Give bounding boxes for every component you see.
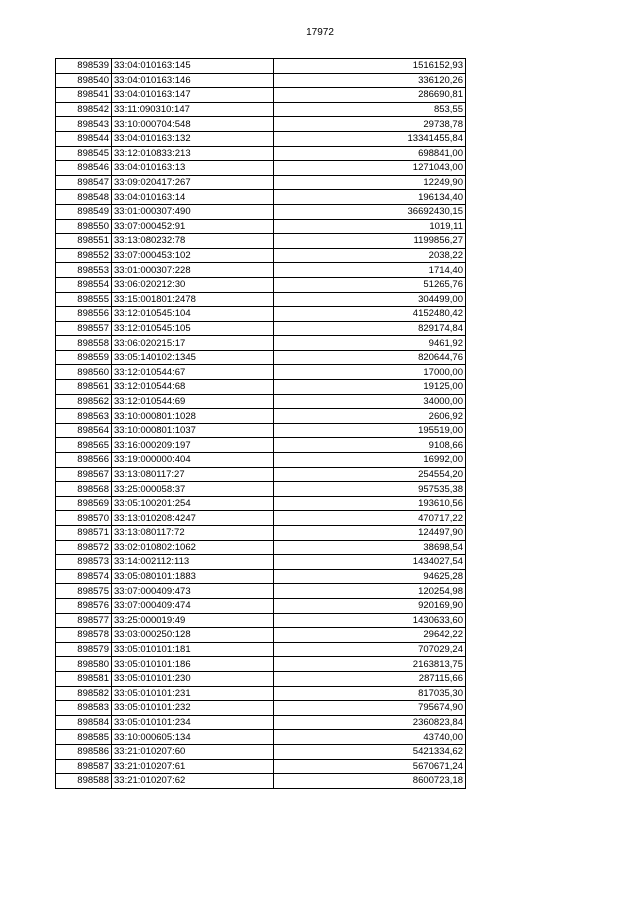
table-row <box>56 321 466 336</box>
record-number-cell: 898573 <box>56 555 112 570</box>
cadastral-value-cell: 957535,38 <box>274 482 466 497</box>
cadastral-value-cell: 5670671,24 <box>274 759 466 774</box>
table-row <box>56 350 466 365</box>
cadastral-number-cell: 33:12:010545:105 <box>112 321 274 336</box>
table-row <box>56 453 466 468</box>
cadastral-value-cell: 1430633,60 <box>274 613 466 628</box>
table-row <box>56 774 466 789</box>
record-number-cell: 898559 <box>56 350 112 365</box>
table-body <box>56 59 466 789</box>
table-row <box>56 467 466 482</box>
cadastral-value-cell: 304499,00 <box>274 292 466 307</box>
cadastral-number-cell: 33:05:140102:1345 <box>112 350 274 365</box>
cadastral-value-cell: 2163813,75 <box>274 657 466 672</box>
record-number-cell: 898550 <box>56 219 112 234</box>
record-number-cell: 898556 <box>56 307 112 322</box>
table-row <box>56 59 466 74</box>
cadastral-number-cell: 33:25:000019:49 <box>112 613 274 628</box>
record-number-cell: 898577 <box>56 613 112 628</box>
cadastral-number-cell: 33:21:010207:60 <box>112 744 274 759</box>
table-row <box>56 73 466 88</box>
record-number-cell: 898587 <box>56 759 112 774</box>
table-row <box>56 613 466 628</box>
table-row <box>56 744 466 759</box>
cadastral-number-cell: 33:10:000801:1028 <box>112 409 274 424</box>
cadastral-number-cell: 33:13:010208:4247 <box>112 511 274 526</box>
table-row <box>56 102 466 117</box>
cadastral-value-cell: 9108,66 <box>274 438 466 453</box>
cadastral-value-cell: 1516152,93 <box>274 59 466 74</box>
cadastral-number-cell: 33:25:000058:37 <box>112 482 274 497</box>
cadastral-value-cell: 2360823,84 <box>274 715 466 730</box>
cadastral-number-cell: 33:14:002112:113 <box>112 555 274 570</box>
table-row <box>56 482 466 497</box>
cadastral-number-cell: 33:16:000209:197 <box>112 438 274 453</box>
cadastral-value-table <box>55 58 466 789</box>
cadastral-value-cell: 19125,00 <box>274 380 466 395</box>
cadastral-number-cell: 33:13:080232:78 <box>112 234 274 249</box>
cadastral-number-cell: 33:05:010101:232 <box>112 701 274 716</box>
cadastral-value-cell: 287115,66 <box>274 671 466 686</box>
cadastral-number-cell: 33:10:000801:1037 <box>112 423 274 438</box>
table-row <box>56 175 466 190</box>
table-row <box>56 438 466 453</box>
cadastral-number-cell: 33:21:010207:61 <box>112 759 274 774</box>
record-number-cell: 898575 <box>56 584 112 599</box>
record-number-cell: 898546 <box>56 161 112 176</box>
cadastral-number-cell: 33:05:100201:254 <box>112 496 274 511</box>
cadastral-number-cell: 33:04:010163:145 <box>112 59 274 74</box>
record-number-cell: 898580 <box>56 657 112 672</box>
record-number-cell: 898585 <box>56 730 112 745</box>
cadastral-number-cell: 33:06:020215:17 <box>112 336 274 351</box>
record-number-cell: 898564 <box>56 423 112 438</box>
cadastral-value-cell: 36692430,15 <box>274 204 466 219</box>
record-number-cell: 898548 <box>56 190 112 205</box>
record-number-cell: 898541 <box>56 88 112 103</box>
table-row <box>56 117 466 132</box>
cadastral-number-cell: 33:12:010545:104 <box>112 307 274 322</box>
page-number: 17972 <box>306 27 334 38</box>
cadastral-number-cell: 33:07:000409:473 <box>112 584 274 599</box>
cadastral-value-cell: 120254,98 <box>274 584 466 599</box>
record-number-cell: 898588 <box>56 774 112 789</box>
table-row <box>56 715 466 730</box>
cadastral-number-cell: 33:06:020212:30 <box>112 277 274 292</box>
cadastral-number-cell: 33:01:000307:490 <box>112 204 274 219</box>
cadastral-number-cell: 33:13:080117:72 <box>112 526 274 541</box>
record-number-cell: 898558 <box>56 336 112 351</box>
cadastral-number-cell: 33:04:010163:13 <box>112 161 274 176</box>
cadastral-value-cell: 698841,00 <box>274 146 466 161</box>
record-number-cell: 898561 <box>56 380 112 395</box>
table-row <box>56 598 466 613</box>
table-row <box>56 380 466 395</box>
table-row <box>56 686 466 701</box>
record-number-cell: 898567 <box>56 467 112 482</box>
cadastral-number-cell: 33:05:010101:231 <box>112 686 274 701</box>
record-number-cell: 898543 <box>56 117 112 132</box>
record-number-cell: 898563 <box>56 409 112 424</box>
cadastral-value-cell: 795674,90 <box>274 701 466 716</box>
cadastral-number-cell: 33:10:000605:134 <box>112 730 274 745</box>
cadastral-number-cell: 33:07:000452:91 <box>112 219 274 234</box>
cadastral-value-cell: 336120,26 <box>274 73 466 88</box>
table-row <box>56 234 466 249</box>
cadastral-number-cell: 33:04:010163:147 <box>112 88 274 103</box>
table-row <box>56 671 466 686</box>
cadastral-value-cell: 286690,81 <box>274 88 466 103</box>
record-number-cell: 898566 <box>56 453 112 468</box>
cadastral-number-cell: 33:07:000409:474 <box>112 598 274 613</box>
table-row <box>56 730 466 745</box>
cadastral-value-cell: 8600723,18 <box>274 774 466 789</box>
record-number-cell: 898574 <box>56 569 112 584</box>
cadastral-number-cell: 33:09:020417:267 <box>112 175 274 190</box>
record-number-cell: 898568 <box>56 482 112 497</box>
record-number-cell: 898579 <box>56 642 112 657</box>
record-number-cell: 898586 <box>56 744 112 759</box>
record-number-cell: 898552 <box>56 248 112 263</box>
cadastral-value-cell: 124497,90 <box>274 526 466 541</box>
cadastral-value-cell: 17000,00 <box>274 365 466 380</box>
cadastral-number-cell: 33:07:000453:102 <box>112 248 274 263</box>
cadastral-value-cell: 2606,92 <box>274 409 466 424</box>
table-row <box>56 657 466 672</box>
table-row <box>56 292 466 307</box>
table-row <box>56 263 466 278</box>
table-row <box>56 248 466 263</box>
cadastral-value-cell: 34000,00 <box>274 394 466 409</box>
cadastral-value-cell: 196134,40 <box>274 190 466 205</box>
cadastral-number-cell: 33:21:010207:62 <box>112 774 274 789</box>
table-row <box>56 131 466 146</box>
cadastral-number-cell: 33:10:000704:548 <box>112 117 274 132</box>
table-row <box>56 540 466 555</box>
table-row <box>56 628 466 643</box>
record-number-cell: 898549 <box>56 204 112 219</box>
table-row <box>56 336 466 351</box>
table-row <box>56 496 466 511</box>
cadastral-number-cell: 33:04:010163:146 <box>112 73 274 88</box>
cadastral-value-cell: 1019,11 <box>274 219 466 234</box>
cadastral-value-cell: 4152480,42 <box>274 307 466 322</box>
cadastral-value-cell: 94625,28 <box>274 569 466 584</box>
cadastral-value-cell: 9461,92 <box>274 336 466 351</box>
cadastral-value-cell: 707029,24 <box>274 642 466 657</box>
table-row <box>56 190 466 205</box>
record-number-cell: 898539 <box>56 59 112 74</box>
record-number-cell: 898557 <box>56 321 112 336</box>
record-number-cell: 898584 <box>56 715 112 730</box>
table-row <box>56 423 466 438</box>
table-row <box>56 642 466 657</box>
cadastral-number-cell: 33:12:010544:68 <box>112 380 274 395</box>
cadastral-value-cell: 5421334,62 <box>274 744 466 759</box>
table-row <box>56 759 466 774</box>
cadastral-number-cell: 33:04:010163:14 <box>112 190 274 205</box>
cadastral-value-cell: 51265,76 <box>274 277 466 292</box>
cadastral-value-cell: 29642,22 <box>274 628 466 643</box>
table-row <box>56 307 466 322</box>
cadastral-value-cell: 470717,22 <box>274 511 466 526</box>
cadastral-value-cell: 1199856,27 <box>274 234 466 249</box>
record-number-cell: 898553 <box>56 263 112 278</box>
record-number-cell: 898545 <box>56 146 112 161</box>
record-number-cell: 898554 <box>56 277 112 292</box>
record-number-cell: 898569 <box>56 496 112 511</box>
cadastral-value-cell: 13341455,84 <box>274 131 466 146</box>
table-row <box>56 511 466 526</box>
table-row <box>56 555 466 570</box>
cadastral-number-cell: 33:05:010101:186 <box>112 657 274 672</box>
record-number-cell: 898562 <box>56 394 112 409</box>
cadastral-value-cell: 193610,56 <box>274 496 466 511</box>
record-number-cell: 898560 <box>56 365 112 380</box>
table-row <box>56 526 466 541</box>
cadastral-number-cell: 33:19:000000:404 <box>112 453 274 468</box>
cadastral-number-cell: 33:11:090310:147 <box>112 102 274 117</box>
table-row <box>56 204 466 219</box>
record-number-cell: 898581 <box>56 671 112 686</box>
record-number-cell: 898551 <box>56 234 112 249</box>
cadastral-number-cell: 33:02:010802:1062 <box>112 540 274 555</box>
record-number-cell: 898547 <box>56 175 112 190</box>
cadastral-value-cell: 817035,30 <box>274 686 466 701</box>
record-number-cell: 898542 <box>56 102 112 117</box>
cadastral-value-cell: 254554,20 <box>274 467 466 482</box>
table-row <box>56 277 466 292</box>
table-row <box>56 88 466 103</box>
record-number-cell: 898540 <box>56 73 112 88</box>
record-number-cell: 898582 <box>56 686 112 701</box>
table-row <box>56 365 466 380</box>
cadastral-value-cell: 38698,54 <box>274 540 466 555</box>
record-number-cell: 898571 <box>56 526 112 541</box>
table-row <box>56 146 466 161</box>
cadastral-number-cell: 33:12:010833:213 <box>112 146 274 161</box>
table-row <box>56 409 466 424</box>
record-number-cell: 898544 <box>56 131 112 146</box>
record-number-cell: 898555 <box>56 292 112 307</box>
cadastral-value-cell: 195519,00 <box>274 423 466 438</box>
record-number-cell: 898583 <box>56 701 112 716</box>
record-number-cell: 898570 <box>56 511 112 526</box>
record-number-cell: 898572 <box>56 540 112 555</box>
table-row <box>56 584 466 599</box>
cadastral-number-cell: 33:15:001801:2478 <box>112 292 274 307</box>
table-row <box>56 219 466 234</box>
cadastral-value-cell: 43740,00 <box>274 730 466 745</box>
cadastral-value-cell: 820644,76 <box>274 350 466 365</box>
cadastral-number-cell: 33:04:010163:132 <box>112 131 274 146</box>
cadastral-value-cell: 829174,84 <box>274 321 466 336</box>
cadastral-value-cell: 1434027,54 <box>274 555 466 570</box>
cadastral-number-cell: 33:05:010101:234 <box>112 715 274 730</box>
cadastral-number-cell: 33:13:080117:27 <box>112 467 274 482</box>
table-row <box>56 569 466 584</box>
cadastral-value-cell: 920169,90 <box>274 598 466 613</box>
cadastral-number-cell: 33:05:010101:230 <box>112 671 274 686</box>
table-row <box>56 394 466 409</box>
cadastral-number-cell: 33:12:010544:67 <box>112 365 274 380</box>
cadastral-value-cell: 1714,40 <box>274 263 466 278</box>
table-row <box>56 161 466 176</box>
cadastral-value-cell: 853,55 <box>274 102 466 117</box>
cadastral-number-cell: 33:05:010101:181 <box>112 642 274 657</box>
record-number-cell: 898565 <box>56 438 112 453</box>
cadastral-number-cell: 33:03:000250:128 <box>112 628 274 643</box>
record-number-cell: 898578 <box>56 628 112 643</box>
cadastral-value-cell: 12249,90 <box>274 175 466 190</box>
cadastral-number-cell: 33:12:010544:69 <box>112 394 274 409</box>
cadastral-value-cell: 2038,22 <box>274 248 466 263</box>
cadastral-value-cell: 16992,00 <box>274 453 466 468</box>
cadastral-value-cell: 1271043,00 <box>274 161 466 176</box>
record-number-cell: 898576 <box>56 598 112 613</box>
cadastral-value-cell: 29738,78 <box>274 117 466 132</box>
cadastral-number-cell: 33:05:080101:1883 <box>112 569 274 584</box>
cadastral-number-cell: 33:01:000307:228 <box>112 263 274 278</box>
table-row <box>56 701 466 716</box>
